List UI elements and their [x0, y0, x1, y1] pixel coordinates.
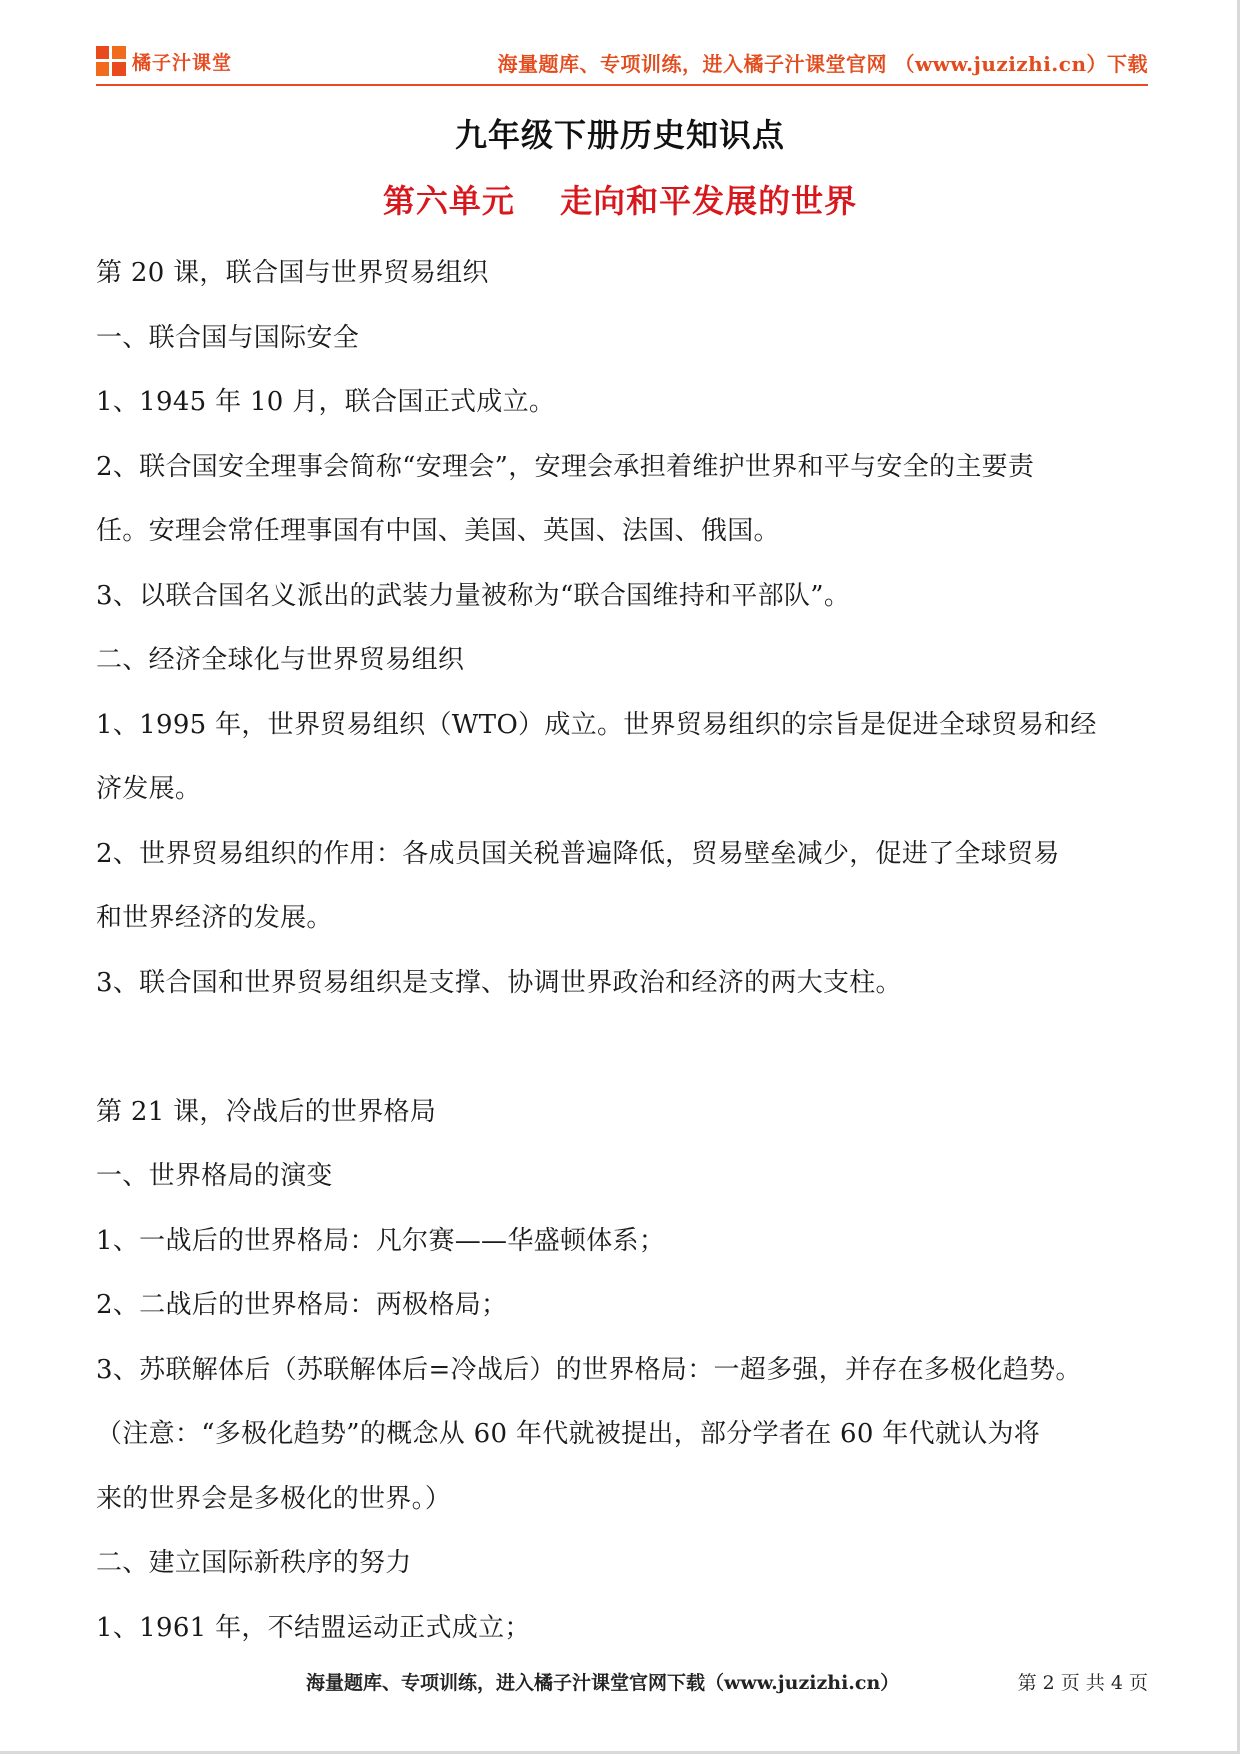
footer-slogan: 海量题库、专项训练，进入橘子汁课堂官网下载（www.juzizhi.cn）	[306, 1672, 900, 1694]
logo-text: 橘子汁课堂	[132, 51, 233, 74]
page-number: 第 2 页 共 4 页	[1017, 1672, 1148, 1694]
header-slogan: 海量题库、专项训练，进入橘子汁课堂官网 （www.juzizhi.cn）下载	[497, 52, 1148, 76]
paragraph-line: 2、联合国安全理事会简称“安理会”，安理会承担着维护世界和平与安全的主要责	[96, 451, 1035, 482]
paragraph-line: 2、世界贸易组织的作用：各成员国关税普遍降低，贸易壁垒减少，促进了全球贸易	[96, 838, 1060, 869]
unit-title: 第六单元 走向和平发展的世界	[382, 182, 858, 220]
paragraph-line: 3、苏联解体后（苏联解体后=冷战后）的世界格局：一超多强，并存在多极化趋势。	[96, 1354, 1082, 1385]
paragraph-line: 济发展。	[96, 774, 202, 804]
page-header	[96, 40, 1148, 82]
section-heading: 一、联合国与国际安全	[96, 322, 360, 353]
page-footer	[96, 1668, 1148, 1700]
paragraph-line: 3、联合国和世界贸易组织是支撑、协调世界政治和经济的两大支柱。	[96, 967, 902, 998]
paragraph-line: 2、二战后的世界格局：两极格局；	[96, 1290, 508, 1320]
logo	[96, 46, 232, 76]
paragraph-line: 和世界经济的发展。	[96, 903, 333, 933]
section-heading: 二、建立国际新秩序的努力	[96, 1548, 412, 1578]
paragraph-line: 1、1961 年，不结盟运动正式成立；	[96, 1612, 531, 1643]
paragraph-line: 任。安理会常任理事国有中国、美国、英国、法国、俄国。	[96, 516, 780, 546]
paragraph-line: （注意：“多极化趋势”的概念从 60 年代就被提出，部分学者在 60 年代就认为将	[96, 1419, 1041, 1449]
document-title: 九年级下册历史知识点	[454, 116, 785, 154]
logo-mark-icon	[96, 46, 126, 76]
paragraph-line: 3、以联合国名义派出的武装力量被称为“联合国维持和平部队”。	[96, 580, 851, 611]
header-divider	[96, 84, 1148, 86]
paragraph-line: 来的世界会是多极化的世界。）	[96, 1483, 452, 1514]
lesson-21-heading: 第 21 课，冷战后的世界格局	[96, 1096, 437, 1127]
document-body	[96, 241, 1148, 1660]
paragraph-line: 1、1995 年，世界贸易组织（WTO）成立。世界贸易组织的宗旨是促进全球贸易和经	[96, 709, 1097, 740]
section-heading: 二、经济全球化与世界贸易组织	[96, 645, 465, 675]
section-heading: 一、世界格局的演变	[96, 1161, 333, 1191]
paragraph-line: 1、一战后的世界格局：凡尔赛——华盛顿体系；	[96, 1225, 666, 1256]
paragraph-line: 1、1945 年 10 月，联合国正式成立。	[96, 387, 556, 417]
blank-line	[96, 1015, 1148, 1080]
lesson-20-heading: 第 20 课，联合国与世界贸易组织	[96, 258, 489, 288]
